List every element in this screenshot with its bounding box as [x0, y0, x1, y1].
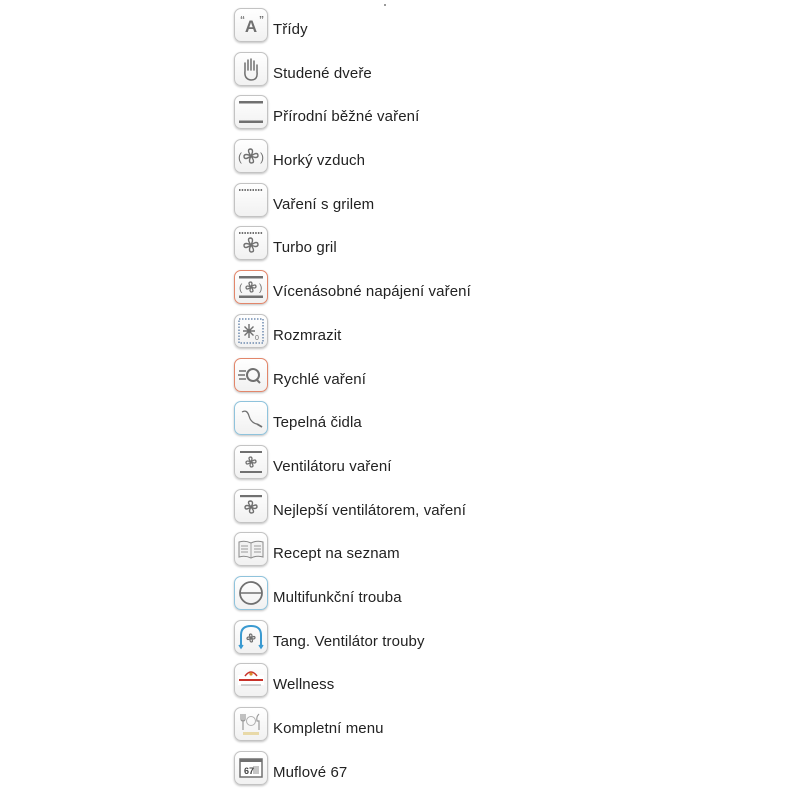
item-label: Studené dveře — [273, 64, 372, 82]
muffle-67-icon — [234, 751, 268, 785]
list-item — [234, 663, 654, 707]
fast-cook-icon — [234, 358, 268, 392]
list-item — [234, 270, 654, 314]
svg-text:67: 67 — [243, 765, 255, 776]
list-item — [234, 95, 654, 139]
fan-cooking-icon — [234, 445, 268, 479]
item-label: Muflové 67 — [273, 763, 348, 781]
list-item — [234, 532, 654, 576]
list-item — [234, 226, 654, 270]
list-item — [234, 576, 654, 620]
hand-icon — [234, 52, 268, 86]
svg-text:A: A — [244, 17, 258, 36]
list-item — [234, 183, 654, 227]
list-item — [234, 489, 654, 533]
item-label: Tang. Ventilátor trouby — [273, 632, 425, 650]
list-item — [234, 358, 654, 402]
list-item — [234, 52, 654, 96]
complete-menu-icon — [234, 707, 268, 741]
list-item — [234, 751, 654, 795]
item-label: Třídy — [273, 21, 308, 38]
letter-a-icon — [234, 8, 268, 42]
item-label: Horký vzduch — [273, 152, 366, 170]
svg-text:(: ( — [238, 150, 242, 165]
item-label: Vaření s grilem — [273, 195, 375, 213]
list-item — [234, 707, 654, 751]
item-label: Multifunkční trouba — [273, 588, 402, 606]
svg-text:(: ( — [239, 283, 243, 295]
svg-text:0: 0 — [255, 334, 259, 342]
item-label: Wellness — [273, 676, 335, 694]
hot-air-fan-icon — [234, 139, 268, 173]
item-label: Recept na seznam — [273, 545, 400, 563]
heat-probe-icon — [234, 401, 268, 435]
tangential-fan-icon — [234, 620, 268, 654]
svg-text:): ) — [260, 150, 264, 165]
multifunction-oven-icon — [234, 576, 268, 610]
feature-list — [234, 8, 654, 794]
item-label: Rychlé vaření — [273, 370, 367, 388]
svg-text:”: ” — [259, 15, 264, 26]
item-label: Ventilátoru vaření — [273, 457, 392, 475]
list-item — [234, 314, 654, 358]
svg-text:): ) — [259, 283, 263, 295]
item-label: Kompletní menu — [273, 720, 384, 737]
list-item — [234, 620, 654, 664]
list-item — [234, 8, 654, 52]
list-item — [234, 445, 654, 489]
svg-text:“: “ — [240, 15, 245, 26]
stray-dot — [384, 4, 386, 6]
grill-icon — [234, 183, 268, 217]
item-label: Vícenásobné napájení vaření — [273, 283, 471, 301]
multi-power-icon — [234, 270, 268, 304]
item-label: Turbo gril — [273, 239, 337, 257]
best-fan-cooking-icon — [234, 489, 268, 523]
top-bottom-heat-icon — [234, 95, 268, 129]
list-item — [234, 139, 654, 183]
defrost-icon — [234, 314, 268, 348]
list-item — [234, 401, 654, 445]
item-label: Přírodní běžné vaření — [273, 108, 420, 126]
wellness-icon — [234, 663, 268, 697]
turbo-grill-icon — [234, 226, 268, 260]
item-label: Tepelná čidla — [273, 414, 362, 432]
recipe-book-icon — [234, 532, 268, 566]
item-label: Rozmrazit — [273, 326, 342, 344]
item-label: Nejlepší ventilátorem, vaření — [273, 501, 466, 519]
